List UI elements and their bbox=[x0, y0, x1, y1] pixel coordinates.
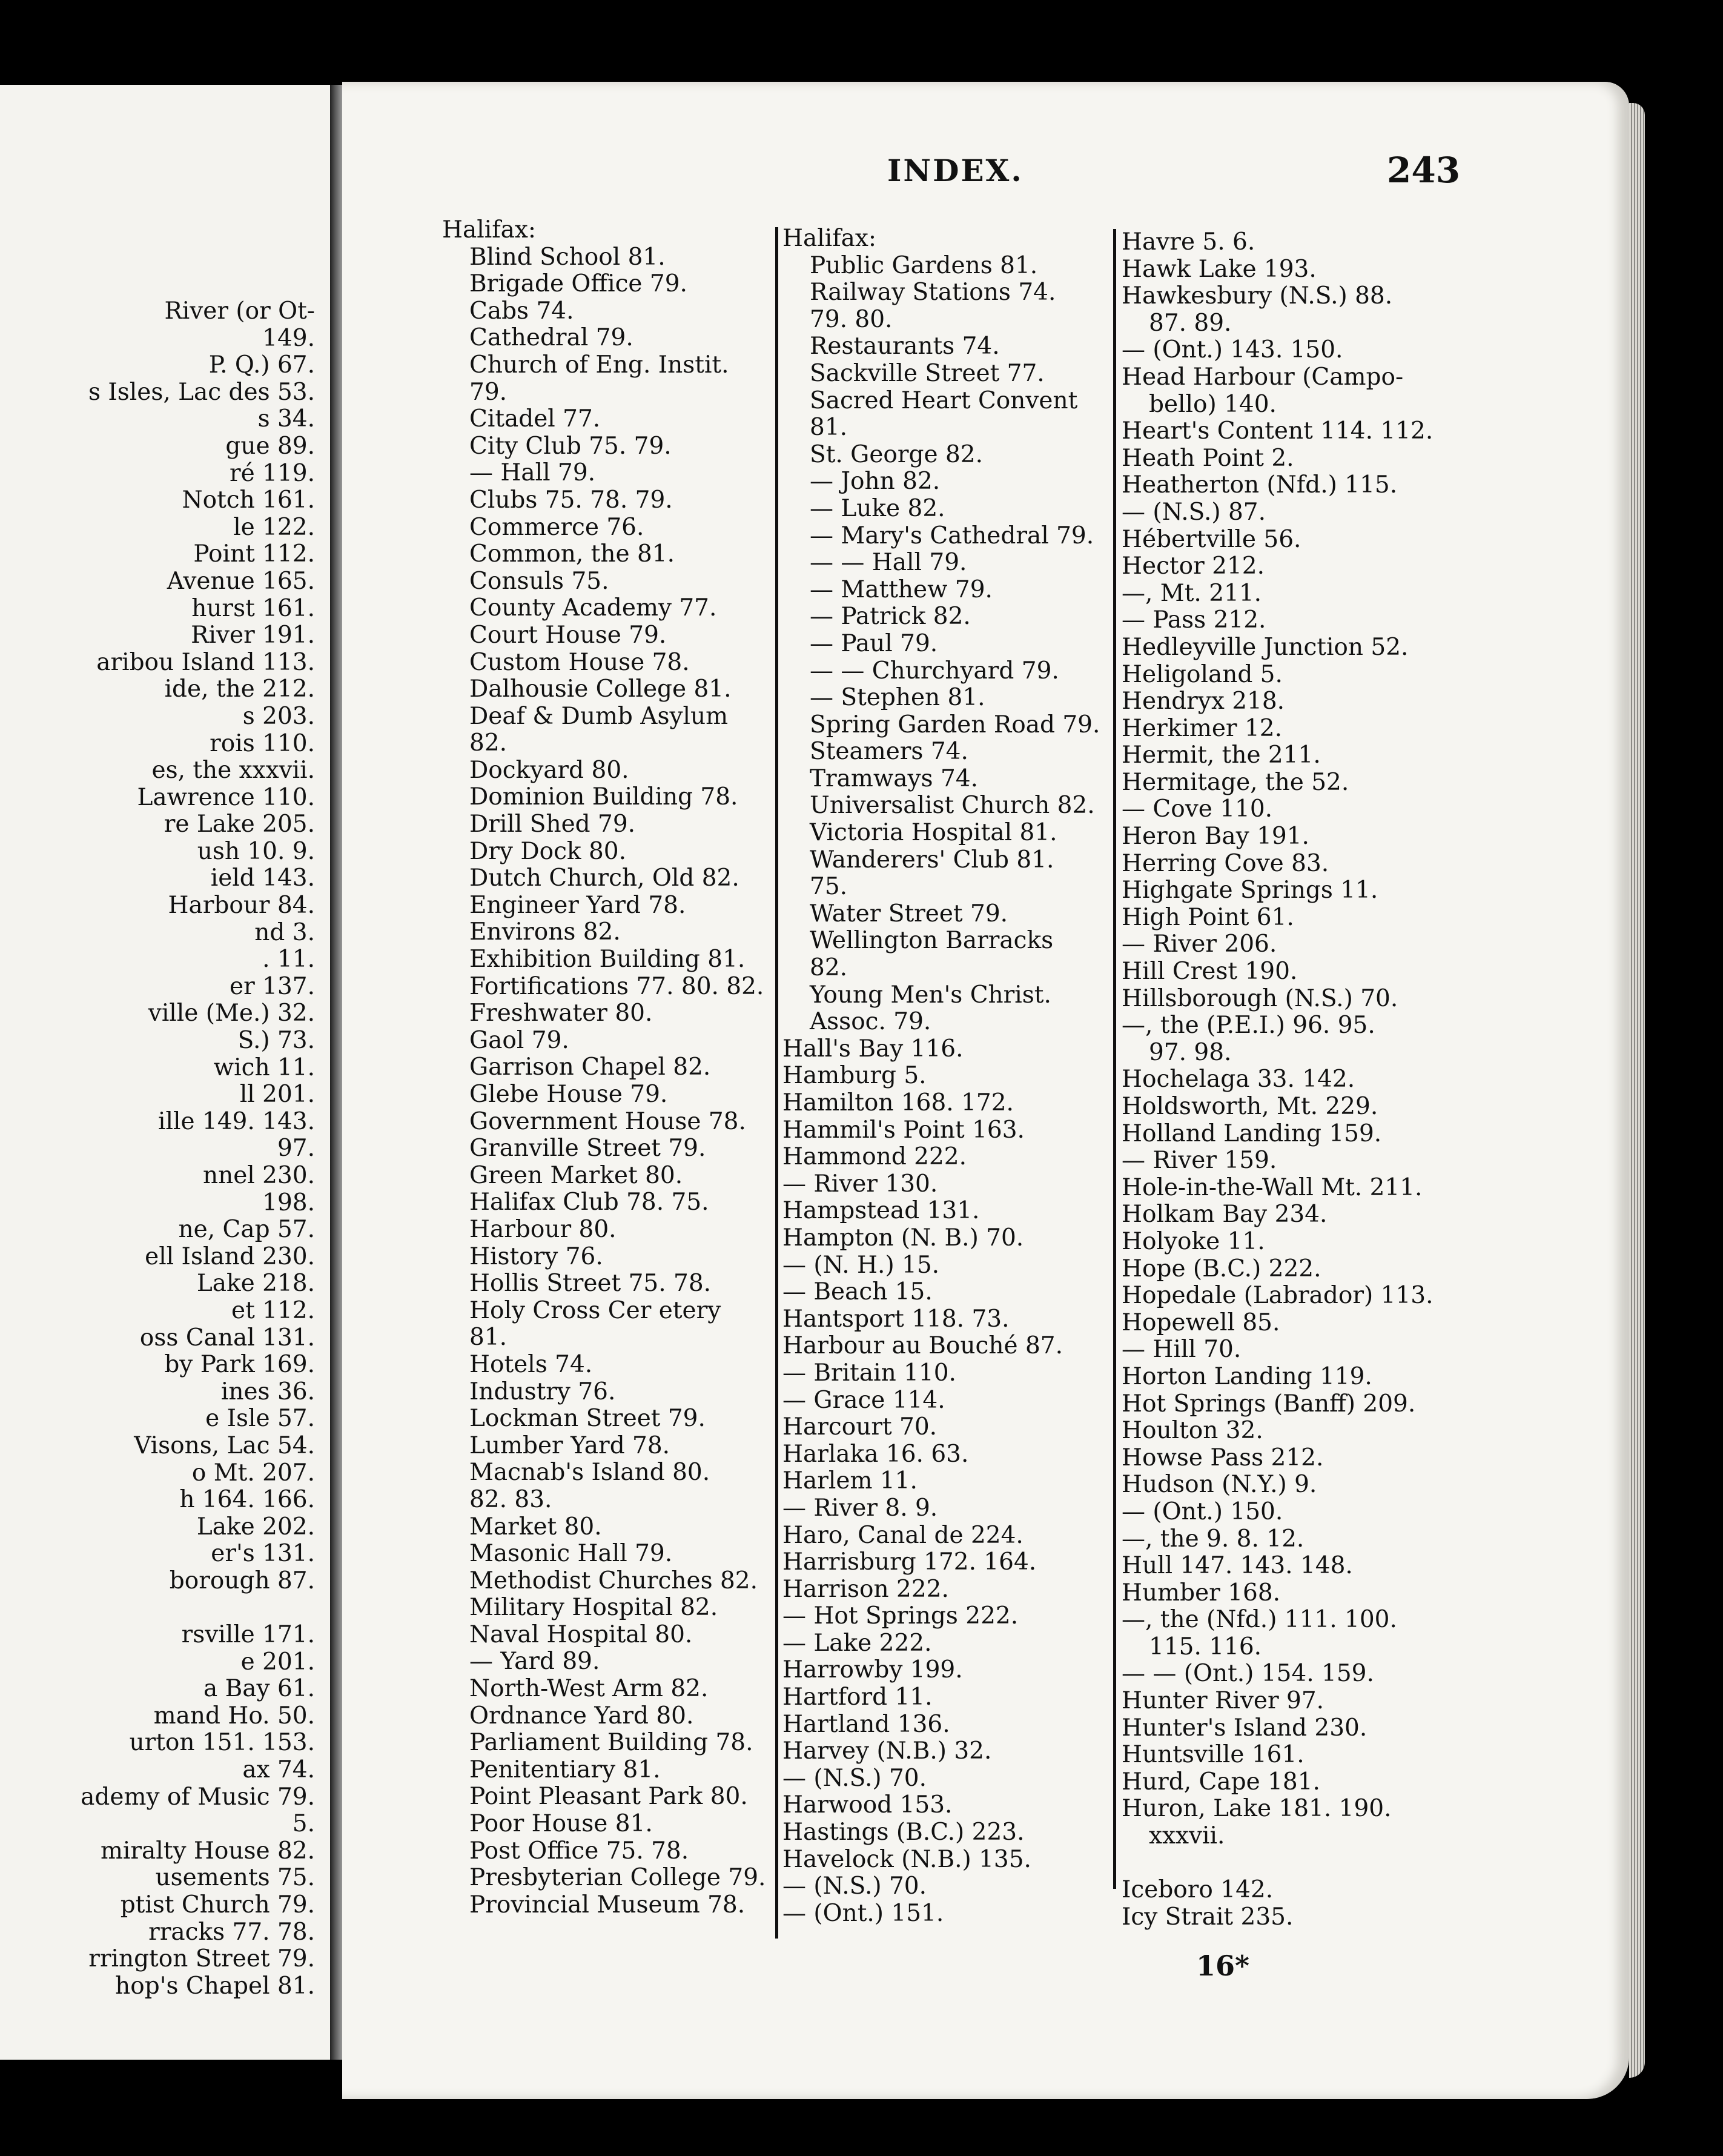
index-entry: Hedleyville Junction 52. bbox=[1122, 634, 1409, 661]
index-entry: Exhibition Building 81. bbox=[469, 946, 746, 974]
index-entry: Huntsville 161. bbox=[1122, 1742, 1305, 1769]
left-index-line: Harbour 84. bbox=[168, 892, 315, 920]
index-entry: Hermit, the 211. bbox=[1122, 742, 1321, 769]
index-entry: Havre 5. 6. bbox=[1122, 229, 1255, 256]
index-entry: Custom House 78. bbox=[469, 649, 690, 676]
index-entry: Common, the 81. bbox=[469, 541, 675, 568]
index-entry: Hudson (N.Y.) 9. bbox=[1122, 1471, 1317, 1499]
page-number: 243 bbox=[1387, 150, 1461, 191]
index-entry: Sackville Street 77. bbox=[810, 360, 1045, 387]
index-entry: Harvey (N.B.) 32. bbox=[782, 1738, 992, 1765]
index-entry: — Mary's Cathedral 79. bbox=[810, 522, 1094, 549]
index-entry: Military Hospital 82. bbox=[469, 1594, 718, 1622]
index-entry bbox=[1122, 1850, 1433, 1877]
index-entry: Dutch Church, Old 82. bbox=[469, 865, 739, 892]
left-index-line: ax 74. bbox=[242, 1757, 315, 1784]
index-entry: — Paul 79. bbox=[810, 630, 938, 657]
index-entry: — — (Ont.) 154. 159. bbox=[1122, 1660, 1374, 1688]
index-entry: Dry Dock 80. bbox=[469, 838, 626, 865]
index-entry: — River 159. bbox=[1122, 1147, 1277, 1175]
index-entry: Horton Landing 119. bbox=[1122, 1363, 1372, 1390]
index-entry: Green Market 80. bbox=[469, 1162, 683, 1189]
index-entry: Steamers 74. bbox=[810, 738, 968, 766]
left-page-index-column bbox=[0, 298, 315, 2000]
left-index-line: s Isles, Lac des 53. bbox=[88, 379, 315, 406]
index-entry: Provincial Museum 78. bbox=[469, 1891, 746, 1919]
left-index-line: ville (Me.) 32. bbox=[148, 1000, 315, 1027]
index-entry: Holland Landing 159. bbox=[1122, 1120, 1382, 1147]
index-entry: Granville Street 79. bbox=[469, 1135, 706, 1163]
left-index-line: le 122. bbox=[233, 514, 315, 541]
index-entry: — Britain 110. bbox=[782, 1359, 956, 1387]
index-entry: High Point 61. bbox=[1122, 904, 1294, 931]
index-entry: — (N.S.) 70. bbox=[782, 1873, 927, 1900]
left-index-line: er 137. bbox=[230, 973, 315, 1000]
left-index-line: Visons, Lac 54. bbox=[134, 1432, 315, 1459]
index-entry: Howse Pass 212. bbox=[1122, 1444, 1324, 1471]
left-index-line: h 164. 166. bbox=[179, 1487, 315, 1514]
left-index-line: by Park 169. bbox=[164, 1352, 315, 1379]
index-entry: — John 82. bbox=[810, 468, 941, 496]
index-entry: Head Harbour (Campo- bbox=[1122, 363, 1404, 391]
left-index-line: ield 143. bbox=[210, 865, 315, 892]
index-entry: History 76. bbox=[469, 1243, 603, 1270]
left-index-line: usements 75. bbox=[155, 1865, 315, 1892]
left-index-line: 97. bbox=[277, 1135, 315, 1163]
left-index-line: s 203. bbox=[242, 703, 315, 730]
index-entry: —, the 9. 8. 12. bbox=[1122, 1525, 1305, 1553]
index-column-1 bbox=[442, 217, 766, 1919]
left-index-line: ré 119. bbox=[230, 460, 315, 487]
left-index-line: River (or Ot- bbox=[164, 298, 315, 325]
index-entry: Harbour au Bouché 87. bbox=[782, 1333, 1063, 1360]
left-index-line: ll 201. bbox=[239, 1081, 315, 1109]
index-entry: — (N.S.) 70. bbox=[782, 1765, 927, 1792]
index-entry: Masonic Hall 79. bbox=[469, 1541, 673, 1568]
index-entry: Gaol 79. bbox=[469, 1027, 569, 1054]
index-entry: Huron, Lake 181. 190. bbox=[1122, 1796, 1392, 1823]
index-entry: Market 80. bbox=[469, 1513, 602, 1541]
index-entry: Public Gardens 81. bbox=[810, 252, 1038, 279]
left-index-line: urton 151. 153. bbox=[129, 1730, 315, 1757]
index-entry: — Hall 79. bbox=[469, 460, 596, 487]
index-entry: Hammil's Point 163. bbox=[782, 1116, 1025, 1144]
left-index-line: Lake 202. bbox=[196, 1513, 315, 1541]
index-entry: Young Men's Christ. bbox=[810, 981, 1051, 1009]
index-entry: xxxvii. bbox=[1149, 1823, 1225, 1850]
left-index-line: ide, the 212. bbox=[164, 676, 315, 703]
index-entry: Hébertville 56. bbox=[1122, 526, 1301, 553]
index-entry: — — Hall 79. bbox=[810, 549, 967, 577]
index-entry: — (N.S.) 87. bbox=[1122, 499, 1266, 526]
index-entry: Citadel 77. bbox=[469, 406, 601, 433]
index-entry: Hall's Bay 116. bbox=[782, 1035, 964, 1063]
index-entry: Sacred Heart Convent bbox=[810, 387, 1078, 414]
index-entry: Highgate Springs 11. bbox=[1122, 877, 1378, 904]
index-entry: —, Mt. 211. bbox=[1122, 580, 1262, 607]
left-index-line bbox=[0, 1595, 315, 1622]
index-entry: bello) 140. bbox=[1149, 391, 1277, 418]
index-entry: — (N. H.) 15. bbox=[782, 1252, 940, 1279]
index-entry: Hope (B.C.) 222. bbox=[1122, 1255, 1321, 1282]
index-entry: Humber 168. bbox=[1122, 1579, 1281, 1607]
index-entry: Holyoke 11. bbox=[1122, 1228, 1265, 1255]
index-entry: Consuls 75. bbox=[469, 568, 609, 595]
left-index-line: S.) 73. bbox=[237, 1027, 315, 1055]
left-index-line: rrington Street 79. bbox=[88, 1946, 315, 1973]
index-entry: Hollis Street 75. 78. bbox=[469, 1270, 712, 1298]
index-entry: — Hill 70. bbox=[1122, 1336, 1242, 1364]
index-entry: — Stephen 81. bbox=[810, 685, 985, 712]
index-entry: Spring Garden Road 79. bbox=[810, 711, 1100, 738]
left-index-line: a Bay 61. bbox=[203, 1676, 315, 1703]
left-index-line: ush 10. 9. bbox=[197, 838, 315, 865]
index-entry: Dalhousie College 81. bbox=[469, 676, 732, 703]
index-entry: Wellington Barracks bbox=[810, 927, 1054, 955]
index-entry: 82. bbox=[469, 730, 508, 757]
index-entry: Harlaka 16. 63. bbox=[782, 1441, 969, 1468]
index-entry: —, the (P.E.I.) 96. 95. bbox=[1122, 1012, 1375, 1040]
index-entry: Government House 78. bbox=[469, 1108, 746, 1135]
index-entry: Harcourt 70. bbox=[782, 1414, 938, 1441]
column-divider-1 bbox=[775, 227, 778, 1939]
column-divider-2 bbox=[1113, 229, 1116, 1889]
index-entry: Hermitage, the 52. bbox=[1122, 769, 1349, 796]
index-entry: Iceboro 142. bbox=[1122, 1877, 1274, 1904]
index-entry: Halifax: bbox=[782, 225, 877, 252]
index-entry: Lockman Street 79. bbox=[469, 1405, 706, 1433]
index-entry: Harrison 222. bbox=[782, 1576, 949, 1603]
index-entry: Blind School 81. bbox=[469, 244, 666, 271]
index-entry: Point Pleasant Park 80. bbox=[469, 1783, 748, 1811]
left-index-line: hop's Chapel 81. bbox=[115, 1972, 315, 2000]
left-index-line: . 11. bbox=[262, 946, 315, 974]
index-entry: Harbour 80. bbox=[469, 1216, 617, 1243]
index-entry: Restaurants 74. bbox=[810, 333, 1000, 360]
index-entry: Haro, Canal de 224. bbox=[782, 1522, 1024, 1549]
index-entry: Hamburg 5. bbox=[782, 1063, 927, 1090]
index-entry: 81. bbox=[469, 1324, 508, 1352]
index-entry: Hector 212. bbox=[1122, 553, 1265, 580]
left-index-line: nd 3. bbox=[254, 919, 315, 946]
index-entry: County Academy 77. bbox=[469, 595, 717, 622]
index-entry: Holy Cross Cer etery bbox=[469, 1297, 721, 1324]
index-entry: Hendryx 218. bbox=[1122, 688, 1285, 715]
book-gutter bbox=[330, 85, 342, 2060]
index-entry: Freshwater 80. bbox=[469, 1000, 653, 1027]
left-index-line: 149. bbox=[262, 325, 315, 352]
index-entry: Hot Springs (Banff) 209. bbox=[1122, 1390, 1416, 1418]
index-entry: Poor House 81. bbox=[469, 1811, 653, 1838]
index-entry: Harlem 11. bbox=[782, 1468, 918, 1495]
index-entry: Heath Point 2. bbox=[1122, 445, 1294, 472]
index-entry: 115. 116. bbox=[1149, 1633, 1262, 1660]
index-entry: 81. bbox=[810, 414, 848, 442]
index-entry: Dominion Building 78. bbox=[469, 784, 738, 811]
index-entry: 79. bbox=[469, 379, 508, 406]
index-entry: — Hot Springs 222. bbox=[782, 1603, 1019, 1630]
left-index-line: Point 112. bbox=[193, 541, 315, 568]
index-entry: Water Street 79. bbox=[810, 900, 1008, 927]
index-entry: Lumber Yard 78. bbox=[469, 1432, 670, 1459]
index-entry: 79. 80. bbox=[810, 306, 893, 333]
index-entry: Penitentiary 81. bbox=[469, 1756, 661, 1783]
index-entry: Hampton (N. B.) 70. bbox=[782, 1224, 1024, 1252]
index-entry: 75. bbox=[810, 874, 848, 901]
index-entry: Icy Strait 235. bbox=[1122, 1903, 1294, 1931]
left-index-line: e 201. bbox=[240, 1648, 315, 1676]
index-entry: — River 130. bbox=[782, 1170, 938, 1198]
index-entry: — Beach 15. bbox=[782, 1279, 933, 1306]
index-entry: Dockyard 80. bbox=[469, 757, 629, 784]
index-entry: Assoc. 79. bbox=[810, 1009, 931, 1036]
index-entry: Glebe House 79. bbox=[469, 1081, 668, 1108]
left-index-line: e Isle 57. bbox=[205, 1405, 315, 1433]
index-entry: City Club 75. 79. bbox=[469, 433, 672, 460]
index-column-3 bbox=[1122, 229, 1433, 1931]
left-index-line: nnel 230. bbox=[202, 1163, 315, 1189]
index-entry: 87. 89. bbox=[1149, 310, 1232, 337]
left-index-line: P. Q.) 67. bbox=[208, 352, 315, 379]
left-index-line: Notch 161. bbox=[182, 487, 315, 514]
index-entry: Hantsport 118. 73. bbox=[782, 1305, 1010, 1333]
index-entry: St. George 82. bbox=[810, 441, 984, 468]
left-index-line: re Lake 205. bbox=[164, 811, 315, 838]
index-entry: Cathedral 79. bbox=[469, 325, 633, 352]
index-entry: Hopedale (Labrador) 113. bbox=[1122, 1282, 1434, 1310]
left-index-line: hurst 161. bbox=[191, 595, 315, 622]
index-entry: Hamilton 168. 172. bbox=[782, 1090, 1014, 1116]
index-entry: Holkam Bay 234. bbox=[1122, 1201, 1328, 1229]
index-entry: — Cove 110. bbox=[1122, 796, 1273, 823]
left-index-line: Avenue 165. bbox=[167, 568, 315, 595]
index-entry: Garrison Chapel 82. bbox=[469, 1054, 711, 1081]
left-index-line: River 191. bbox=[191, 622, 315, 649]
index-entry: North-West Arm 82. bbox=[469, 1676, 709, 1703]
index-entry: Harrowby 199. bbox=[782, 1657, 963, 1684]
left-index-line: 198. bbox=[262, 1189, 315, 1216]
left-index-line: es, the xxxvii. bbox=[151, 757, 315, 784]
index-entry: Hotels 74. bbox=[469, 1351, 593, 1378]
index-entry: Heatherton (Nfd.) 115. bbox=[1122, 472, 1398, 499]
left-index-line: gue 89. bbox=[225, 433, 315, 460]
index-entry: — Lake 222. bbox=[782, 1630, 932, 1657]
index-entry: Heart's Content 114. 112. bbox=[1122, 418, 1434, 445]
index-entry: Hillsborough (N.S.) 70. bbox=[1122, 985, 1398, 1012]
index-entry: Harwood 153. bbox=[782, 1792, 953, 1819]
index-entry: Church of Eng. Instit. bbox=[469, 351, 729, 379]
index-entry: Macnab's Island 80. bbox=[469, 1459, 710, 1487]
index-entry: — (Ont.) 150. bbox=[1122, 1498, 1283, 1525]
index-entry: Hochelaga 33. 142. bbox=[1122, 1066, 1355, 1093]
index-entry: Halifax Club 78. 75. bbox=[469, 1189, 709, 1216]
index-entry: Commerce 76. bbox=[469, 514, 644, 541]
index-entry: Hastings (B.C.) 223. bbox=[782, 1819, 1025, 1846]
index-entry: — (Ont.) 151. bbox=[782, 1900, 944, 1927]
left-index-line: Lake 218. bbox=[196, 1270, 315, 1298]
left-page bbox=[0, 85, 330, 2060]
index-entry: Hole-in-the-Wall Mt. 211. bbox=[1122, 1174, 1423, 1201]
index-entry: Wanderers' Club 81. bbox=[810, 846, 1054, 874]
index-entry: Hampstead 131. bbox=[782, 1198, 980, 1225]
index-entry: Heligoland 5. bbox=[1122, 661, 1283, 688]
left-index-line: rracks 77. 78. bbox=[148, 1919, 315, 1946]
left-index-line: oss Canal 131. bbox=[139, 1324, 315, 1352]
index-entry: Hurd, Cape 181. bbox=[1122, 1768, 1320, 1796]
index-entry: Fortifications 77. 80. 82. bbox=[469, 973, 764, 1000]
index-entry: Engineer Yard 78. bbox=[469, 892, 686, 919]
index-entry: Ordnance Yard 80. bbox=[469, 1702, 694, 1730]
left-index-line: Lawrence 110. bbox=[137, 784, 315, 811]
left-index-line: wich 11. bbox=[213, 1054, 315, 1081]
index-entry: Post Office 75. 78. bbox=[469, 1837, 689, 1865]
left-index-line: ell Island 230. bbox=[145, 1243, 315, 1270]
left-index-line: o Mt. 207. bbox=[191, 1459, 315, 1487]
index-entry: — Matthew 79. bbox=[810, 576, 993, 603]
left-index-line: mand Ho. 50. bbox=[153, 1702, 315, 1730]
left-index-line: 5. bbox=[292, 1811, 315, 1838]
index-entry: — Grace 114. bbox=[782, 1387, 945, 1414]
left-index-line: rsville 171. bbox=[181, 1622, 315, 1649]
index-entry: — River 8. 9. bbox=[782, 1494, 938, 1522]
index-entry: — Patrick 82. bbox=[810, 603, 971, 631]
index-entry: Court House 79. bbox=[469, 622, 667, 649]
left-index-line: ademy of Music 79. bbox=[81, 1783, 315, 1811]
left-index-line: ines 36. bbox=[220, 1378, 315, 1405]
left-index-line: er's 131. bbox=[211, 1541, 315, 1568]
index-entry: Naval Hospital 80. bbox=[469, 1621, 693, 1648]
index-entry: Herkimer 12. bbox=[1122, 715, 1282, 742]
index-entry: 82. bbox=[810, 955, 848, 982]
index-entry: Hopewell 85. bbox=[1122, 1309, 1280, 1336]
index-entry: Presbyterian College 79. bbox=[469, 1865, 766, 1892]
left-index-line: miralty House 82. bbox=[100, 1837, 315, 1865]
index-entry: Houlton 32. bbox=[1122, 1418, 1263, 1445]
left-index-line: ne, Cap 57. bbox=[178, 1216, 315, 1244]
left-index-line: ille 149. 143. bbox=[158, 1108, 315, 1135]
index-entry: 82. 83. bbox=[469, 1486, 552, 1513]
index-entry: Harrisburg 172. 164. bbox=[782, 1549, 1037, 1576]
index-entry: Heron Bay 191. bbox=[1122, 823, 1309, 851]
left-index-line: ptist Church 79. bbox=[120, 1892, 315, 1919]
left-index-line: rois 110. bbox=[210, 730, 315, 757]
index-entry: Hammond 222. bbox=[782, 1144, 967, 1171]
running-header: INDEX. bbox=[887, 153, 1024, 188]
index-entry: Universalist Church 82. bbox=[810, 792, 1095, 820]
index-entry: Tramways 74. bbox=[810, 765, 978, 792]
index-entry: Victoria Hospital 81. bbox=[810, 820, 1057, 847]
index-entry: Halifax: bbox=[442, 217, 537, 244]
index-entry: Hunter River 97. bbox=[1122, 1688, 1324, 1715]
index-entry: Hartford 11. bbox=[782, 1684, 933, 1711]
index-entry: —, the (Nfd.) 111. 100. bbox=[1122, 1607, 1397, 1634]
index-entry: Railway Stations 74. bbox=[810, 279, 1056, 307]
index-entry: Clubs 75. 78. 79. bbox=[469, 486, 673, 514]
index-column-2 bbox=[782, 225, 1100, 1927]
index-entry: Brigade Office 79. bbox=[469, 271, 687, 298]
index-entry: Deaf & Dumb Asylum bbox=[469, 703, 729, 730]
index-entry: — (Ont.) 143. 150. bbox=[1122, 337, 1343, 364]
index-entry: Parliament Building 78. bbox=[469, 1730, 753, 1757]
index-entry: Drill Shed 79. bbox=[469, 811, 636, 838]
index-entry: Cabs 74. bbox=[469, 297, 574, 325]
index-entry: Hawk Lake 193. bbox=[1122, 256, 1317, 283]
left-index-line: et 112. bbox=[231, 1297, 315, 1324]
index-entry: Hawkesbury (N.S.) 88. bbox=[1122, 283, 1393, 310]
index-entry: — Luke 82. bbox=[810, 495, 945, 522]
index-entry: Hunter's Island 230. bbox=[1122, 1714, 1367, 1742]
index-entry: Havelock (N.B.) 135. bbox=[782, 1846, 1031, 1873]
left-index-line: aribou Island 113. bbox=[96, 649, 315, 676]
signature-mark: 16* bbox=[1196, 1949, 1250, 1982]
index-entry: Herring Cove 83. bbox=[1122, 850, 1329, 877]
index-entry: 97. 98. bbox=[1149, 1039, 1232, 1066]
index-entry: Hartland 136. bbox=[782, 1711, 950, 1738]
index-entry: Holdsworth, Mt. 229. bbox=[1122, 1093, 1378, 1120]
index-entry: — Pass 212. bbox=[1122, 607, 1266, 634]
index-entry: — Yard 89. bbox=[469, 1648, 600, 1676]
index-entry: Hill Crest 190. bbox=[1122, 958, 1298, 986]
index-entry: Industry 76. bbox=[469, 1378, 616, 1405]
left-index-line: s 34. bbox=[257, 406, 315, 433]
left-index-line: borough 87. bbox=[169, 1567, 315, 1594]
index-entry: Hull 147. 143. 148. bbox=[1122, 1553, 1353, 1580]
index-entry: — River 206. bbox=[1122, 931, 1277, 958]
index-entry: Environs 82. bbox=[469, 919, 621, 946]
index-entry: — — Churchyard 79. bbox=[810, 657, 1059, 685]
index-entry: Methodist Churches 82. bbox=[469, 1567, 758, 1594]
page-edges bbox=[1629, 103, 1645, 2078]
